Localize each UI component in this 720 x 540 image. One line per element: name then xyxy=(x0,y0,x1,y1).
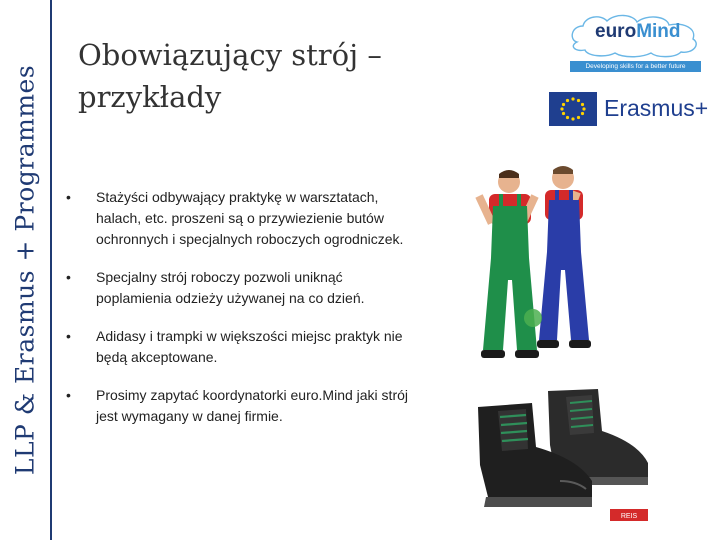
title-line-2: przykłady xyxy=(78,80,222,114)
bullet-marker: • xyxy=(66,189,71,205)
bullet-item xyxy=(66,187,422,250)
side-band xyxy=(0,0,52,540)
bullet-marker: • xyxy=(66,328,71,344)
bullet-marker: • xyxy=(66,387,71,403)
bullet-text: Stażyści odbywający praktykę w warsztatach, halach, etc. proszeni są o przywiezienie butów ochronnych i specjalnych roboczych ogrodniczek. xyxy=(96,189,404,247)
euromind-wordmark: euroMind xyxy=(595,21,681,42)
bullet-marker: • xyxy=(66,269,71,285)
slide-title xyxy=(78,34,438,118)
erasmus-wordmark: Erasmus+ xyxy=(604,95,709,121)
euromind-logo xyxy=(565,12,705,74)
bullet-item xyxy=(66,326,422,368)
euromind-tagline: Developing skills for a better future xyxy=(585,63,686,70)
bullet-text: Adidasy i trampki w większości miejsc praktyk nie będą akceptowane. xyxy=(96,328,403,365)
bullet-list xyxy=(66,187,422,444)
erasmus-plus-logo xyxy=(549,92,713,130)
bullet-item xyxy=(66,385,422,427)
workers-in-overalls-image xyxy=(465,160,615,360)
boots-brand-tag: REIS xyxy=(620,513,638,520)
side-program-label: LLP & Erasmus + Programmes xyxy=(10,64,40,476)
bullet-item xyxy=(66,267,422,309)
bullet-text: Specjalny strój roboczy pozwoli uniknąć poplamienia odzieży używanej na co dzień. xyxy=(96,269,365,306)
safety-boots-image xyxy=(470,385,660,525)
title-line-1: Obowiązujący strój – xyxy=(78,38,382,72)
eu-flag-icon xyxy=(549,92,597,126)
bullet-text: Prosimy zapytać koordynatorki euro.Mind jaki strój jest wymagany w danej firmie. xyxy=(96,387,409,424)
